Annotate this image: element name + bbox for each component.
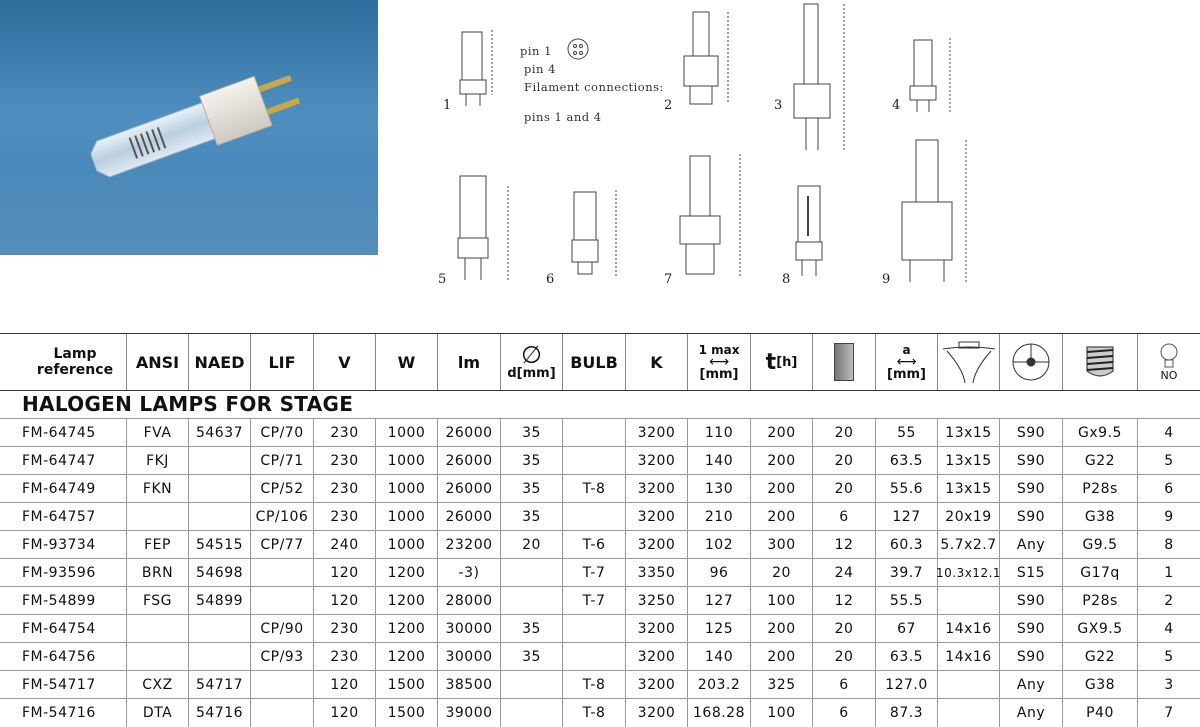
cell-bulb	[562, 643, 625, 671]
cell-max: 140	[687, 447, 750, 475]
cell-d	[500, 587, 562, 615]
cell-ref: FM-64754	[22, 621, 96, 637]
cell-lif	[250, 559, 313, 587]
header-a	[875, 334, 937, 390]
cell-k: 3200	[625, 419, 687, 447]
cell-w: 1200	[375, 559, 437, 587]
cell-burn: S90	[999, 475, 1062, 503]
cell-max: 110	[687, 419, 750, 447]
cell-life: 20	[750, 559, 812, 587]
cell-d: 35	[500, 643, 562, 671]
cell-ref: FM-64745	[22, 425, 96, 441]
diagram-2	[684, 12, 728, 104]
cell-ref: FM-64749	[22, 481, 96, 497]
cell-d: 35	[500, 475, 562, 503]
figure-label-5: 5	[438, 272, 447, 287]
cell-max: 168.28	[687, 699, 750, 727]
cell-no: 1	[1137, 559, 1200, 587]
box-icon	[834, 343, 854, 381]
figure-label-4: 4	[892, 98, 901, 113]
cell-k: 3200	[625, 531, 687, 559]
cell-base: G38	[1062, 503, 1137, 531]
header-no-label: NO	[1160, 368, 1178, 382]
cell-lif: CP/71	[250, 447, 313, 475]
cell-base: P28s	[1062, 475, 1137, 503]
table-row	[0, 558, 1200, 587]
cell-fil	[937, 587, 999, 615]
header-max-unit: [mm]	[699, 366, 739, 382]
header-max-length	[687, 334, 750, 390]
cell-fil: 13x15	[937, 419, 999, 447]
screw-base-icon	[1083, 341, 1117, 383]
cell-k: 3200	[625, 643, 687, 671]
cell-no: 6	[1137, 475, 1200, 503]
cell-w: 1500	[375, 671, 437, 699]
cell-bulb: T-8	[562, 699, 625, 727]
header-naed: NAED	[188, 334, 250, 390]
cell-fil: 13x15	[937, 447, 999, 475]
cell-v: 120	[313, 587, 375, 615]
figure-label-7: 7	[664, 272, 673, 287]
cell-ansi: FKN	[126, 475, 188, 503]
cell-k: 3200	[625, 699, 687, 727]
cell-lif: CP/106	[250, 503, 313, 531]
cell-naed	[188, 475, 250, 503]
cell-fil: 10.3x12.1	[937, 559, 999, 587]
lamp-diagrams	[410, 0, 1200, 300]
cell-base: G9.5	[1062, 531, 1137, 559]
diagram-9	[902, 140, 966, 282]
cell-lm: 30000	[437, 643, 500, 671]
cell-k: 3200	[625, 615, 687, 643]
cell-life: 100	[750, 699, 812, 727]
cell-no: 7	[1137, 699, 1200, 727]
cell-pack: 12	[812, 587, 875, 615]
cell-a: 55.6	[875, 475, 937, 503]
cell-naed	[188, 643, 250, 671]
diagram-3	[794, 4, 844, 150]
cell-v: 120	[313, 699, 375, 727]
cell-d: 35	[500, 447, 562, 475]
double-arrow-icon: ⟷	[708, 353, 730, 370]
figure-label-6: 6	[546, 272, 555, 287]
lamp-table	[0, 333, 1200, 726]
cell-ansi: DTA	[126, 699, 188, 727]
cell-d: 35	[500, 615, 562, 643]
cell-lm: -3)	[437, 559, 500, 587]
diagram-4	[910, 38, 950, 112]
cell-bulb	[562, 615, 625, 643]
diameter-icon: ∅	[521, 340, 542, 369]
cell-fil: 13x15	[937, 475, 999, 503]
cell-w: 1000	[375, 531, 437, 559]
cell-ansi	[126, 615, 188, 643]
table-row	[0, 502, 1200, 531]
cell-lif	[250, 671, 313, 699]
cell-d: 35	[500, 419, 562, 447]
cell-d: 35	[500, 503, 562, 531]
cell-ref: FM-64756	[22, 649, 96, 665]
cell-a: 87.3	[875, 699, 937, 727]
cell-a: 55	[875, 419, 937, 447]
cell-lif: CP/93	[250, 643, 313, 671]
diagram-5	[458, 176, 508, 280]
cell-ansi: FEP	[126, 531, 188, 559]
cell-v: 120	[313, 559, 375, 587]
cell-burn: S90	[999, 615, 1062, 643]
cell-max: 125	[687, 615, 750, 643]
header-base	[1062, 334, 1137, 390]
cell-bulb: T-7	[562, 559, 625, 587]
cell-no: 4	[1137, 615, 1200, 643]
cell-k: 3350	[625, 559, 687, 587]
pin4-label: pin 4	[524, 62, 556, 76]
cell-lm: 26000	[437, 503, 500, 531]
cell-ansi: FSG	[126, 587, 188, 615]
cell-w: 1000	[375, 475, 437, 503]
table-row	[0, 530, 1200, 559]
cell-lm: 23200	[437, 531, 500, 559]
cell-naed: 54899	[188, 587, 250, 615]
cell-ansi	[126, 643, 188, 671]
cell-a: 67	[875, 615, 937, 643]
header-life-unit: [h]	[776, 354, 798, 370]
cell-no: 4	[1137, 419, 1200, 447]
cell-base: GX9.5	[1062, 615, 1137, 643]
cell-naed: 54716	[188, 699, 250, 727]
burning-position-icon	[1008, 339, 1054, 385]
cell-life: 100	[750, 587, 812, 615]
cell-ansi	[126, 503, 188, 531]
cell-base: G22	[1062, 447, 1137, 475]
cell-v: 240	[313, 531, 375, 559]
header-d-unit: d[mm]	[507, 365, 556, 381]
cell-bulb: T-7	[562, 587, 625, 615]
cell-ref: FM-54899	[22, 593, 96, 609]
cell-no: 2	[1137, 587, 1200, 615]
cell-no: 5	[1137, 643, 1200, 671]
cell-k: 3200	[625, 447, 687, 475]
cell-no: 3	[1137, 671, 1200, 699]
cell-fil: 14x16	[937, 643, 999, 671]
cell-bulb	[562, 447, 625, 475]
cell-burn: S90	[999, 503, 1062, 531]
cell-naed: 54515	[188, 531, 250, 559]
cell-burn: S15	[999, 559, 1062, 587]
cell-lm: 39000	[437, 699, 500, 727]
cell-life: 200	[750, 447, 812, 475]
cell-pack: 20	[812, 643, 875, 671]
table-row	[0, 446, 1200, 475]
cell-life: 300	[750, 531, 812, 559]
header-w: W	[375, 334, 437, 390]
cell-fil: 14x16	[937, 615, 999, 643]
cell-base: Gx9.5	[1062, 419, 1137, 447]
cell-ansi: BRN	[126, 559, 188, 587]
cell-lm: 28000	[437, 587, 500, 615]
cell-d: 20	[500, 531, 562, 559]
cell-lm: 38500	[437, 671, 500, 699]
cell-w: 1200	[375, 643, 437, 671]
cell-lm: 26000	[437, 419, 500, 447]
figure-label-8: 8	[782, 272, 791, 287]
cell-w: 1000	[375, 503, 437, 531]
cell-burn: S90	[999, 447, 1062, 475]
cell-pack: 24	[812, 559, 875, 587]
cell-fil	[937, 699, 999, 727]
cell-a: 60.3	[875, 531, 937, 559]
cell-v: 120	[313, 671, 375, 699]
cell-k: 3200	[625, 503, 687, 531]
cell-ref: FM-64757	[22, 509, 96, 525]
cell-pack: 12	[812, 531, 875, 559]
cell-burn: S90	[999, 587, 1062, 615]
cell-base: G38	[1062, 671, 1137, 699]
cell-a: 39.7	[875, 559, 937, 587]
table-row	[0, 642, 1200, 671]
diagram-8	[796, 186, 822, 276]
header-lm: lm	[437, 334, 500, 390]
cell-pack: 6	[812, 699, 875, 727]
cell-naed: 54698	[188, 559, 250, 587]
cell-ref: FM-54717	[22, 677, 96, 693]
cell-bulb: T-8	[562, 475, 625, 503]
pins-note: pins 1 and 4	[524, 110, 602, 124]
cell-bulb: T-6	[562, 531, 625, 559]
cell-burn: Any	[999, 531, 1062, 559]
lamp-photo	[0, 0, 378, 255]
cell-base: P28s	[1062, 587, 1137, 615]
cell-v: 230	[313, 503, 375, 531]
cell-a: 63.5	[875, 643, 937, 671]
cell-life: 200	[750, 475, 812, 503]
cell-max: 210	[687, 503, 750, 531]
cell-ref: FM-93596	[22, 565, 96, 581]
header-ansi: ANSI	[126, 334, 188, 390]
cell-w: 1000	[375, 447, 437, 475]
cell-life: 325	[750, 671, 812, 699]
cell-bulb	[562, 503, 625, 531]
cell-base: G22	[1062, 643, 1137, 671]
filament-connections-label: Filament connections:	[524, 80, 664, 94]
table-header	[0, 333, 1200, 391]
cell-max: 127	[687, 587, 750, 615]
cell-pack: 6	[812, 671, 875, 699]
figure-label-2: 2	[664, 98, 673, 113]
figure-label-3: 3	[774, 98, 783, 113]
cell-a: 63.5	[875, 447, 937, 475]
cell-no: 8	[1137, 531, 1200, 559]
cell-life: 200	[750, 419, 812, 447]
cell-lif	[250, 587, 313, 615]
cell-max: 140	[687, 643, 750, 671]
double-arrow-icon: ⟷	[896, 353, 917, 370]
header-bulb: BULB	[562, 334, 625, 390]
table-row	[0, 586, 1200, 615]
cell-k: 3200	[625, 475, 687, 503]
bulb-icon	[1159, 343, 1179, 369]
diagram-7	[680, 154, 740, 276]
cell-bulb	[562, 419, 625, 447]
cell-ansi: CXZ	[126, 671, 188, 699]
cell-naed	[188, 447, 250, 475]
cell-w: 1500	[375, 699, 437, 727]
cell-max: 130	[687, 475, 750, 503]
cell-v: 230	[313, 615, 375, 643]
cell-w: 1200	[375, 615, 437, 643]
cell-burn: Any	[999, 699, 1062, 727]
cell-v: 230	[313, 419, 375, 447]
cell-ref: FM-54716	[22, 705, 96, 721]
cell-v: 230	[313, 447, 375, 475]
cell-max: 96	[687, 559, 750, 587]
header-lamp-reference: Lamp reference	[36, 346, 114, 378]
cell-max: 203.2	[687, 671, 750, 699]
figure-label-1: 1	[443, 98, 452, 113]
cell-bulb: T-8	[562, 671, 625, 699]
header-filament	[937, 334, 999, 390]
cell-naed: 54717	[188, 671, 250, 699]
cell-d	[500, 559, 562, 587]
cell-life: 200	[750, 503, 812, 531]
header-k: K	[625, 334, 687, 390]
cell-fil	[937, 671, 999, 699]
cell-burn: Any	[999, 671, 1062, 699]
cell-naed	[188, 615, 250, 643]
cell-no: 5	[1137, 447, 1200, 475]
cell-ansi: FKJ	[126, 447, 188, 475]
pin1-label: pin 1	[520, 44, 552, 58]
cell-a: 55.5	[875, 587, 937, 615]
cell-pack: 20	[812, 475, 875, 503]
cell-base: P40	[1062, 699, 1137, 727]
header-a-label: a	[902, 342, 911, 357]
cell-lm: 30000	[437, 615, 500, 643]
cell-burn: S90	[999, 643, 1062, 671]
header-no	[1137, 334, 1200, 390]
cell-lif: CP/90	[250, 615, 313, 643]
cell-ref: FM-64747	[22, 453, 96, 469]
cell-v: 230	[313, 643, 375, 671]
cell-a: 127.0	[875, 671, 937, 699]
header-pack	[812, 334, 875, 390]
cell-k: 3250	[625, 587, 687, 615]
cell-naed: 54637	[188, 419, 250, 447]
cell-life: 200	[750, 615, 812, 643]
table-row	[0, 418, 1200, 447]
table-row	[0, 474, 1200, 503]
header-burning	[999, 334, 1062, 390]
cell-lm: 26000	[437, 447, 500, 475]
header-v: V	[313, 334, 375, 390]
cell-w: 1000	[375, 419, 437, 447]
cell-ref: FM-93734	[22, 537, 96, 553]
cell-burn: S90	[999, 419, 1062, 447]
photo-reflection	[0, 165, 378, 255]
cell-fil: 5.7x2.7	[937, 531, 999, 559]
header-max-label: 1 max	[698, 342, 740, 357]
cell-pack: 20	[812, 447, 875, 475]
cell-lif: CP/52	[250, 475, 313, 503]
cell-lm: 26000	[437, 475, 500, 503]
cell-max: 102	[687, 531, 750, 559]
cell-fil: 20x19	[937, 503, 999, 531]
cell-pack: 20	[812, 419, 875, 447]
cell-a: 127	[875, 503, 937, 531]
cell-lif: CP/70	[250, 419, 313, 447]
cell-no: 9	[1137, 503, 1200, 531]
header-diameter	[500, 334, 562, 390]
cell-life: 200	[750, 643, 812, 671]
cell-pack: 6	[812, 503, 875, 531]
cell-ansi: FVA	[126, 419, 188, 447]
figure-label-9: 9	[882, 272, 891, 287]
header-lif: LIF	[250, 334, 313, 390]
cell-naed	[188, 503, 250, 531]
cell-w: 1200	[375, 587, 437, 615]
cell-base: G17q	[1062, 559, 1137, 587]
header-a-unit: [mm]	[887, 366, 926, 382]
table-row	[0, 614, 1200, 643]
cell-d	[500, 699, 562, 727]
cell-pack: 20	[812, 615, 875, 643]
cell-lif: CP/77	[250, 531, 313, 559]
filament-size-icon	[941, 339, 997, 385]
table-row	[0, 698, 1200, 727]
cell-k: 3200	[625, 671, 687, 699]
cell-d	[500, 671, 562, 699]
section-title: HALOGEN LAMPS FOR STAGE	[22, 392, 354, 416]
table-row	[0, 670, 1200, 699]
header-life	[750, 334, 812, 390]
cell-lif	[250, 699, 313, 727]
diagram-6	[572, 190, 616, 276]
cell-v: 230	[313, 475, 375, 503]
header-life-t: t	[765, 349, 777, 375]
